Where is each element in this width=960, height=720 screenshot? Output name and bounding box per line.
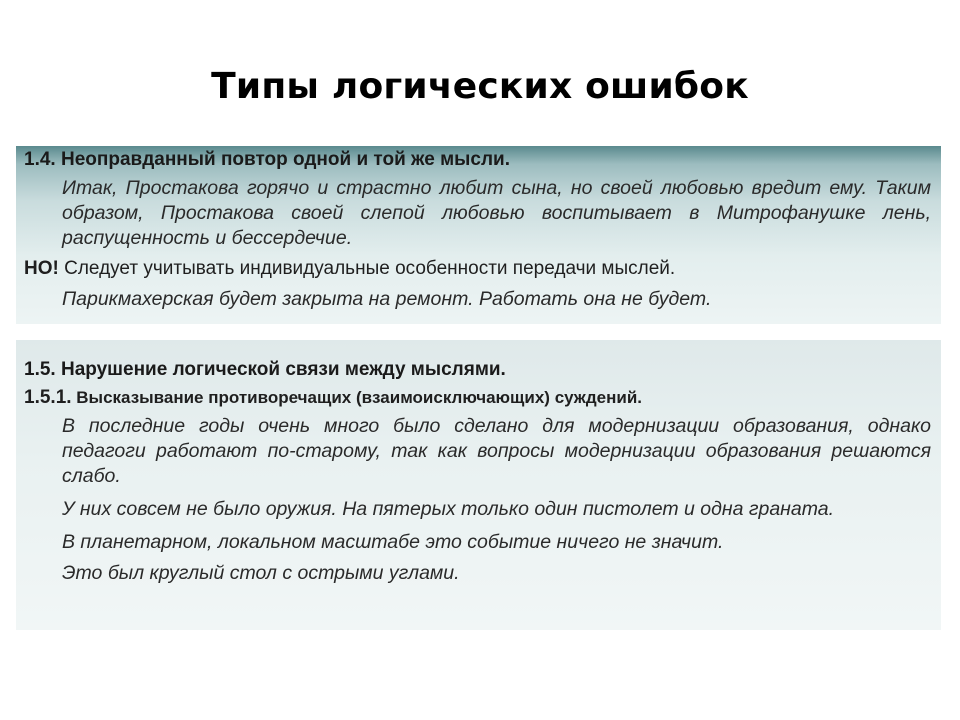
- section-logic-panel: [16, 340, 941, 630]
- subsection-title: Высказывание противоречащих (взаимоисключающих) суждений.: [71, 388, 643, 407]
- example-text: В планетарном, локальном масштабе это событие ничего не значит.: [62, 531, 724, 553]
- example-text: Это был круглый стол с острыми углами.: [62, 562, 460, 584]
- section-heading: 1.4. Неоправданный повтор одной и той же мысли.: [24, 149, 510, 170]
- note-lead: НО!: [24, 258, 59, 279]
- example-text: В последние годы очень много было сделано для модернизации образования, однако педагоги работают по-старому, так как вопросы модернизации образования решаются слабо.: [62, 415, 931, 487]
- subsection-number: 1.5.1.: [24, 387, 72, 408]
- example-text: У них совсем не было оружия. На пятерых только один пистолет и одна граната.: [62, 498, 835, 520]
- example-text: Итак, Простакова горячо и страстно любит сына, но своей любовью вредит ему. Таким образом, Простакова своей слепой любовью воспитывает в Митрофанушке лень, распущенность и бессердечие.: [62, 177, 931, 249]
- slide-title: Типы логических ошибок: [211, 66, 749, 107]
- note-text: [24, 257, 931, 281]
- example-text: Парикмахерская будет закрыта на ремонт. Работать она не будет.: [62, 288, 712, 310]
- section-repetition-panel: [16, 146, 941, 324]
- subsection-heading: [24, 386, 931, 410]
- note-body: Следует учитывать индивидуальные особенности передачи мыслей.: [58, 258, 676, 279]
- section-heading: 1.5. Нарушение логической связи между мыслями.: [24, 359, 506, 380]
